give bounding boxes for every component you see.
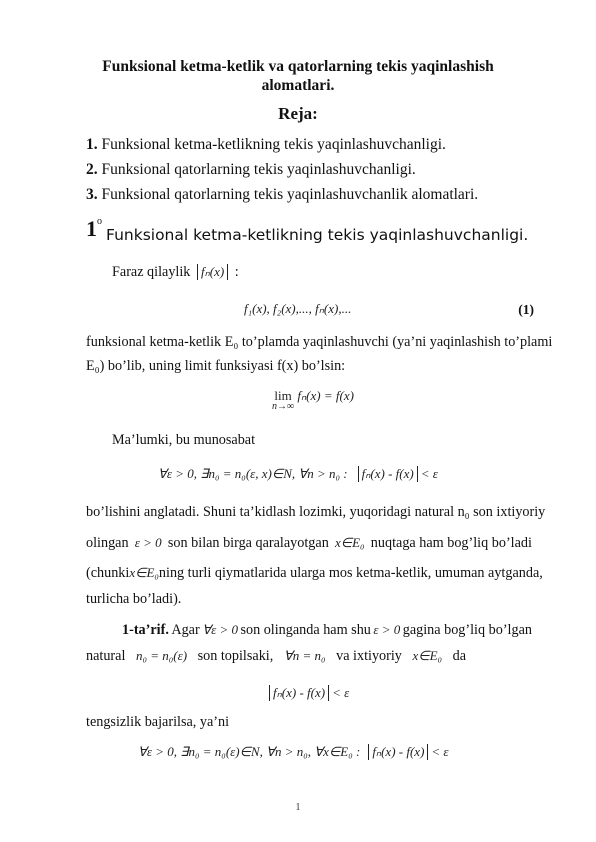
faraz-colon: : — [234, 264, 239, 280]
equation-1-number: (1) — [518, 302, 534, 317]
paragraph-2-line3: (chunki x∈E₀ ning turli qiymatlarida ularga mos ketma-ketlik, umuman aytganda, — [86, 565, 543, 581]
document-title-line1: Funksional ketma-ketlik va qatorlarning tekis yaqinlashish — [102, 58, 494, 75]
paragraph-1-line1: funksional ketma-ketlik E₀ to’plamda yaqinlashuvchi (ya’ni yaqinlashish to’plami — [86, 334, 553, 350]
definition-line1: 1-ta’rif. Agar ∀ε > 0 son olinganda ham shu ε > 0 gagina bog’liq bo’lgan — [122, 622, 532, 638]
equation-4: ∀ε > 0, ∃n₀ = n₀(ε)∈N, ∀n > n₀, ∀x∈E₀ : fₙ(x) - f(x) < ε — [138, 744, 449, 759]
section-degree: o — [97, 216, 102, 227]
limit-rhs: fₙ(x) = f(x) — [297, 388, 354, 403]
malumki-text: Ma’lumki, bu munosabat — [112, 432, 256, 448]
equation-3: fₙ(x) - f(x) < ε — [266, 685, 349, 701]
plan-item-1 — [86, 136, 446, 154]
equation-1: f₁(x), f₂(x),..., fₙ(x),... — [244, 301, 352, 316]
plan-item-text: Funksional ketma-ketlikning tekis yaqinlashuvchanligi. — [97, 136, 446, 153]
paragraph-2-line2: olingan ε > 0 son bilan birga qaralayotgan x∈E₀ nuqtaga ham bog’liq bo’ladi — [86, 535, 532, 551]
page-number: 1 — [295, 802, 301, 813]
plan-item-text: Funksional qatorlarning tekis yaqinlashuvchanligi. — [97, 161, 416, 178]
faraz-line — [112, 264, 239, 281]
section-number: 1$^o$ — [86, 216, 102, 241]
limit-operator: lim — [274, 388, 292, 403]
equation-2: ∀ε > 0, ∃n₀ = n₀(ε, x)∈N, ∀n > n₀ : fₙ(x) - f(x) < ε — [158, 466, 438, 481]
paragraph-2-line4: turlicha bo’ladi). — [86, 591, 182, 607]
plan-item-3 — [86, 186, 478, 204]
document-title-line2: alomatlari. — [261, 77, 335, 94]
faraz-text: Faraz qilaylik — [112, 264, 191, 280]
plan-heading: Reja: — [278, 104, 318, 123]
plan-item-number: 3. — [86, 186, 98, 203]
plan-item-number: 1. — [86, 136, 98, 153]
definition-line2: natural n₀ = n₀(ε) son topilsaki, ∀n = n₀ va ixtiyoriy x∈E₀ da — [86, 648, 466, 664]
equation-limit — [272, 388, 354, 412]
tengsizlik-text: tengsizlik bajarilsa, ya’ni — [86, 714, 230, 730]
paragraph-2-line1: bo’lishini anglatadi. Shuni ta’kidlash lozimki, yuqoridagi natural n₀ son ixtiyoriy — [86, 504, 546, 520]
plan-item-number: 2. — [86, 161, 98, 178]
plan-item-text: Funksional qatorlarning tekis yaqinlashuvchanlik alomatlari. — [97, 186, 479, 203]
faraz-math: fₙ(x) — [194, 264, 231, 279]
section-title: Funksional ketma-ketlikning tekis yaqinlashuvchanligi. — [106, 226, 529, 244]
plan-item-2 — [86, 161, 416, 179]
limit-subscript: n→∞ — [272, 401, 295, 412]
paragraph-1-line2: E₀) bo’lib, uning limit funksiyasi f(x) bo’lsin: — [86, 358, 346, 374]
definition-label: 1-ta’rif. — [122, 622, 169, 638]
